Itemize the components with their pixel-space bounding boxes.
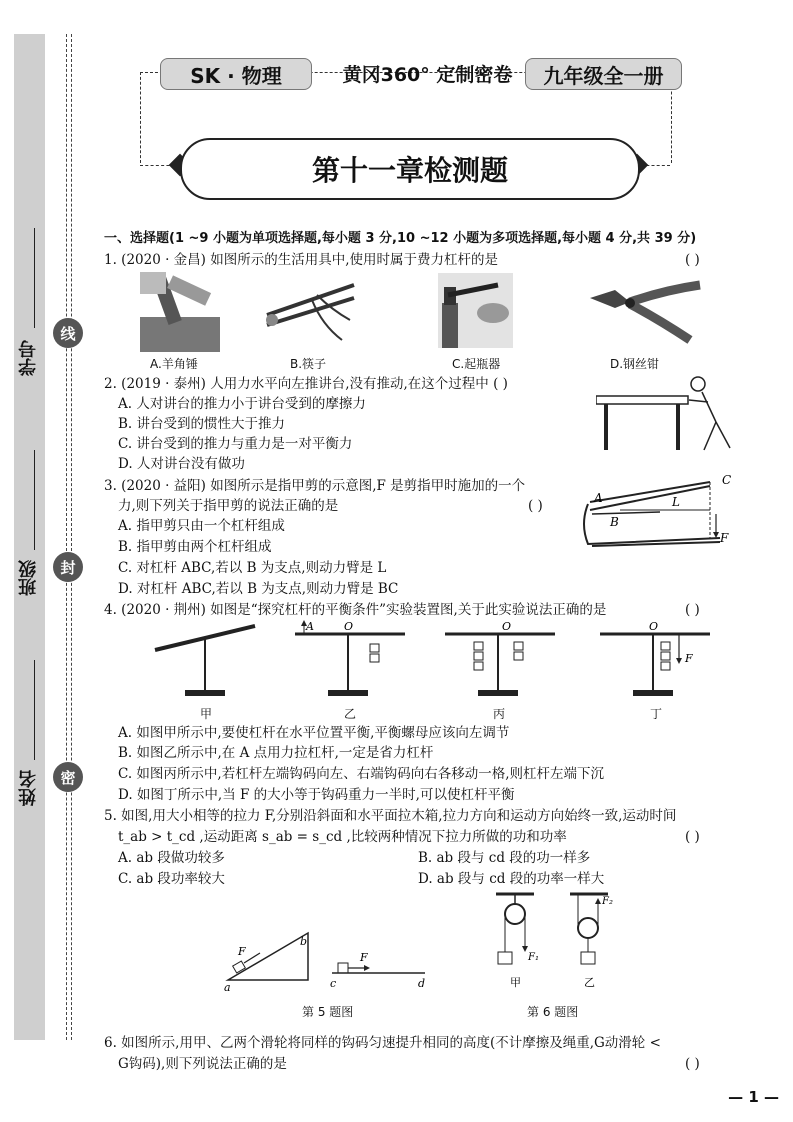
q4-label-f: F: [685, 652, 693, 665]
lever-figure-bing: [440, 620, 560, 700]
q4-option-b: B. 如图乙所示中,在 A 点用力拉杠杆,一定是省力杠杆: [118, 745, 434, 761]
q5-stem-line2: t_ab > t_cd ,运动距离 s_ab = s_cd ,比较两种情况下拉力所做的功和功率: [118, 829, 567, 845]
q4-label-o-yi: O: [344, 620, 354, 633]
q2-option-a: A. 人对讲台的推力小于讲台受到的摩擦力: [118, 396, 366, 412]
q4-option-d: D. 如图丁所示中,当 F 的大小等于钩码重力一半时,可以使杠杆平衡: [118, 787, 515, 803]
q3-answer-paren: ( ): [528, 498, 543, 514]
binding-strip: [14, 34, 45, 1040]
q4-option-a: A. 如图甲所示中,要使杠杆在水平位置平衡,平衡螺母应该向左调节: [118, 725, 510, 741]
q6-caption-yi: 乙: [584, 976, 595, 989]
q4-caption-jia: 甲: [200, 707, 213, 721]
wire-pliers-image: [585, 280, 705, 345]
subject-pill: SK · 物理: [160, 58, 312, 90]
q5-label-a: a: [224, 981, 231, 994]
q6-stem-line1: 6. 如图所示,用甲、乙两个滑轮将同样的钩码匀速提升相同的高度(不计摩擦及绳重,G动滑轮 <: [104, 1035, 661, 1051]
field-student-id-line: [34, 228, 35, 328]
chopsticks-image: [262, 280, 357, 345]
q1-answer-paren: ( ): [685, 252, 700, 268]
q2-option-d: D. 人对讲台没有做功: [118, 456, 245, 472]
q4-caption-ding: 丁: [650, 707, 663, 721]
q3-label-a: A: [594, 491, 603, 505]
q3-label-l: L: [672, 495, 680, 509]
q4-label-o-ding: O: [649, 620, 659, 633]
q3-stem-line2: 力,则下列关于指甲剪的说法正确的是: [118, 498, 339, 514]
q6-caption-jia: 甲: [510, 976, 521, 989]
q4-label-a: A: [306, 620, 314, 633]
q4-caption-bing: 丙: [493, 707, 506, 721]
q6-label-f1: F₁: [528, 952, 539, 963]
lever-figure-jia: [150, 620, 260, 700]
q5-label-b: b: [300, 935, 308, 948]
brand-text: 黄冈360° 定制密卷: [342, 64, 513, 86]
q3-stem-line1: 3. (2020 · 益阳) 如图所示是指甲剪的示意图,F 是剪指甲时施加的一个: [104, 478, 526, 494]
grade-pill: 九年级全一册: [525, 58, 682, 90]
q3-option-a: A. 指甲剪只由一个杠杆组成: [118, 518, 285, 534]
q5-option-b: B. ab 段与 cd 段的功一样多: [418, 850, 591, 866]
lever-figure-ding: [595, 620, 715, 700]
q5-label-f-floor: F: [360, 951, 368, 964]
q6-figure-caption: 第 6 题图: [527, 1005, 579, 1019]
q6-answer-paren: ( ): [685, 1056, 700, 1072]
q5-stem-line1: 5. 如图,用大小相等的拉力 F,分别沿斜面和水平面拉木箱,拉力方向和运动方向始终一致,运动时间: [104, 808, 677, 824]
q3-label-b: B: [610, 515, 619, 529]
q2-option-c: C. 讲台受到的推力与重力是一对平衡力: [118, 436, 353, 452]
q5-label-f-incline: F: [238, 945, 246, 958]
q4-answer-paren: ( ): [685, 602, 700, 618]
seal-feng: 封: [53, 552, 83, 582]
push-desk-figure: [596, 372, 736, 452]
claw-hammer-image: [140, 272, 220, 352]
q5-label-d: d: [418, 977, 426, 990]
q5-label-c: c: [330, 977, 337, 990]
header-bar: [130, 58, 690, 92]
q1-stem: 1. (2020 · 金昌) 如图所示的生活用具中,使用时属于费力杠杆的是: [104, 252, 499, 268]
page-number: — 1 —: [728, 1088, 779, 1106]
incline-and-floor-figure: [220, 925, 435, 995]
q3-option-b: B. 指甲剪由两个杠杆组成: [118, 539, 272, 555]
q4-caption-yi: 乙: [344, 707, 357, 721]
q1-option-b: B.筷子: [290, 357, 327, 371]
q5-answer-paren: ( ): [685, 829, 700, 845]
q5-caption: 第 5 题图: [302, 1005, 354, 1019]
field-name-line: [34, 660, 35, 760]
field-student-id-label: 学号: [18, 340, 39, 376]
nail-clipper-figure: [580, 474, 735, 556]
field-name-label: 姓名: [18, 770, 39, 806]
bottle-opener-image: [438, 273, 513, 348]
q1-option-c: C.起瓶器: [452, 357, 501, 371]
q1-option-a: A.羊角锤: [150, 357, 198, 371]
lever-figure-yi: [290, 620, 410, 700]
q6-label-f2: F₂: [602, 896, 613, 907]
q5-option-c: C. ab 段功率较大: [118, 871, 225, 887]
cut-line: [66, 34, 67, 1040]
field-class-label: 班级: [18, 560, 39, 596]
cut-line-2: [71, 34, 72, 1040]
q3-option-c: C. 对杠杆 ABC,若以 B 为支点,则动力臂是 L: [118, 560, 387, 576]
section-heading: 一、选择题(1 ~9 小题为单项选择题,每小题 3 分,10 ~12 小题为多项选择题,每小题 4 分,共 39 分): [104, 231, 697, 246]
q5-option-d: D. ab 段与 cd 段的功率一样大: [418, 871, 605, 887]
q4-option-c: C. 如图丙所示中,若杠杆左端钩码向左、右端钩码向右各移动一格,则杠杆左端下沉: [118, 766, 605, 782]
q3-option-d: D. 对杠杆 ABC,若以 B 为支点,则动力臂是 BC: [118, 581, 399, 597]
q6-stem-line2: G钩码),则下列说法正确的是: [118, 1056, 287, 1072]
q4-stem: 4. (2020 · 荆州) 如图是“探究杠杆的平衡条件”实验装置图,关于此实验说法正确的是: [104, 602, 607, 618]
q5-option-a: A. ab 段做功较多: [118, 850, 225, 866]
page-title: 第十一章检测题: [180, 138, 640, 200]
q2-option-b: B. 讲台受到的惯性大于推力: [118, 416, 286, 432]
q3-label-c: C: [722, 474, 732, 487]
q2-stem: 2. (2019 · 泰州) 人用力水平向左推讲台,没有推动,在这个过程中 ( ): [104, 376, 508, 392]
q4-label-o-bing: O: [502, 620, 512, 633]
seal-mi: 密: [53, 762, 83, 792]
seal-xian: 线: [53, 318, 83, 348]
pulley-figure: [488, 888, 618, 993]
q1-option-d: D.钢丝钳: [610, 357, 660, 371]
q3-label-f: F: [720, 531, 729, 545]
field-class-line: [34, 450, 35, 550]
